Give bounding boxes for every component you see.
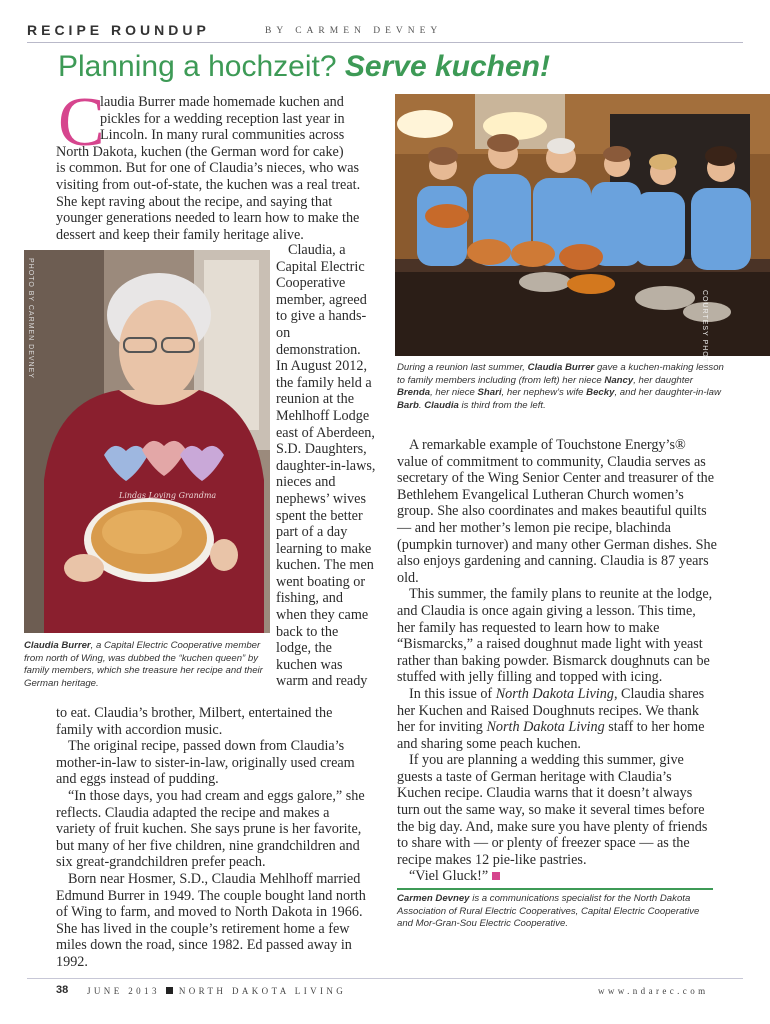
caption-text: During a reunion last summer, bbox=[397, 362, 528, 373]
caption-text: , her niece bbox=[430, 387, 478, 398]
portrait-photo bbox=[24, 250, 270, 633]
header bbox=[27, 22, 743, 43]
caption-text: , a Capital Electric Cooperative member from north of Wing, was dubbed the “kuchen queen” by family members, which she treasure her recipe and their German heritage. bbox=[24, 640, 263, 689]
body-paragraph: A remarkable example of Touchstone Energy’s® value of commitment to community, Claudia serves as secretary of the Wing Senior Center and treasurer of the Bethlehem Evangelical Lutheran Church women’s group. She also coordinates and makes beautiful quilts — and her mother’s lemon pie recipe, blachinda (pumpkin turnover) and many other German dishes. She also enjoys gardening and canning. Claudia is 87 years old. bbox=[397, 437, 717, 586]
caption-name: Becky bbox=[586, 387, 615, 398]
issue-date: JUNE 2013 bbox=[87, 986, 160, 996]
bio-text: is a communications specialist for the North Dakota Association of Rural Electric Cooperatives, Capital Electric Cooperative and Mor-Gran-Sou Electric Cooperative. bbox=[397, 893, 700, 929]
body-paragraph: If you are planning a wedding this summer, give guests a taste of German heritage with Claudia’s Kuchen recipe. Claudia warns that it doesn’t always turn out the same way, so make it several times before the big day. And, make sure you have plenty of friends to share with — or plenty of freezer space — as the recipe makes 12 pie-like pastries. bbox=[397, 752, 708, 868]
photo-credit-portrait: PHOTO BY CARMEN DEVNEY bbox=[27, 258, 34, 379]
sweatshirt-lettering: Lindas Loving Grandma bbox=[119, 491, 217, 500]
bio-divider bbox=[397, 888, 713, 890]
inline-title: North Dakota Living bbox=[486, 719, 605, 736]
caption-name: Claudia Burrer bbox=[24, 640, 91, 651]
portrait-illustration bbox=[24, 250, 270, 633]
photo-credit-group: COURTESY PHOTO bbox=[701, 290, 708, 370]
intro-line: is common. But for one of Claudia’s nieces, who was bbox=[56, 160, 360, 177]
bio-name: Carmen Devney bbox=[397, 893, 470, 904]
headline-bold: Serve kuchen! bbox=[344, 50, 550, 83]
caption-name: Claudia Burrer bbox=[527, 362, 595, 373]
caption-name: Shari bbox=[477, 387, 502, 398]
inline-title: North Dakota Living bbox=[495, 685, 614, 702]
headline bbox=[58, 50, 550, 84]
caption-name: Nancy bbox=[604, 374, 634, 386]
drop-cap: C bbox=[58, 84, 105, 161]
body-paragraph: The original recipe, passed down from Claudia’s mother-in-law to sister-in-law, originally used cream and eggs instead of pudding. bbox=[56, 738, 355, 788]
group-caption bbox=[397, 362, 727, 412]
intro-line: She kept raving about the recipe, and saying that bbox=[56, 193, 333, 210]
page-number: 38 bbox=[56, 984, 69, 996]
narrow-paragraph bbox=[276, 242, 376, 690]
caption-name: Barb bbox=[397, 399, 419, 411]
footer-issue bbox=[87, 986, 346, 996]
intro-line: dessert and keep their family heritage alive. bbox=[56, 226, 304, 243]
body-paragraph bbox=[397, 868, 717, 885]
body-paragraph bbox=[397, 686, 717, 752]
body-paragraph: Born near Hosmer, S.D., Claudia Mehlhoff married Edmund Burrer in 1949. The couple bought land north of Wing to farm, and moved to North Dakota in 1966. She has lived in the couple’s retirement home a few miles down the road, since 1982. Ed passed away in 1992. bbox=[56, 870, 366, 970]
footer-divider bbox=[27, 978, 743, 979]
inline-text: staff to her home and sharing some peach kuchen. bbox=[397, 719, 705, 752]
closing-quote: “Viel Gluck!” bbox=[409, 868, 489, 885]
caption-text: , her daughter bbox=[633, 374, 693, 386]
caption-text: , and her daughter-in-law bbox=[614, 387, 721, 398]
inline-text: , Claudia shares her Kuchen and Raised Doughnuts recipes. We thank her for inviting bbox=[397, 685, 705, 736]
caption-name: Brenda bbox=[397, 387, 431, 398]
author-bio bbox=[397, 893, 717, 931]
caption-text: is third from the left. bbox=[458, 399, 546, 411]
headline-light: Planning a hochzeit? bbox=[58, 50, 337, 83]
inline-text: In this issue of bbox=[409, 685, 496, 702]
narrow-text: Claudia, a Capital Electric Cooperative member, agreed to give a hands-on demonstration. In August 2012, the family held a reunion at the Mehlhoff Lodge east of Aberdeen, S.D. Daughters, daughter-in-laws, nieces and nephews’ wives spent the better part of a day learning to make kuchen. The men went boating or fishing, and when they came back to the lodge, the kuchen was warm and ready bbox=[276, 242, 376, 690]
group-illustration bbox=[395, 94, 770, 356]
portrait-caption bbox=[24, 640, 274, 690]
byline: BY CARMEN DEVNEY bbox=[265, 26, 443, 36]
intro-line: visiting from out-of-state, the kuchen was a real treat. bbox=[56, 176, 361, 193]
publication-name: NORTH DAKOTA LIVING bbox=[178, 986, 347, 996]
caption-text: . bbox=[418, 399, 425, 411]
group-photo bbox=[395, 94, 770, 356]
footer-website[interactable]: www.ndarec.com bbox=[598, 986, 709, 996]
intro-paragraph bbox=[56, 94, 372, 243]
column-2-body bbox=[397, 437, 717, 885]
intro-line: laudia Burrer made homemade kuchen and bbox=[100, 94, 344, 110]
intro-line: North Dakota, kuchen (the German word for cake) bbox=[56, 143, 344, 160]
column-1-body bbox=[56, 705, 372, 971]
intro-line: younger generations needed to learn how to make the bbox=[56, 210, 360, 227]
intro-line: pickles for a wedding reception last year in bbox=[100, 110, 345, 127]
caption-name: Claudia bbox=[424, 399, 459, 411]
separator-square-icon bbox=[166, 987, 173, 994]
end-mark-icon bbox=[492, 872, 500, 880]
caption-text: , her nephew’s wife bbox=[501, 387, 587, 398]
section-kicker: RECIPE ROUNDUP bbox=[27, 22, 210, 38]
intro-line: Lincoln. In many rural communities across bbox=[100, 127, 345, 144]
caption-text: gave a kuchen-making lesson to family members including (from left) her niece bbox=[397, 362, 724, 386]
body-paragraph: “In those days, you had cream and eggs galore,” she reflects. Claudia adapted the recipe and makes a variety of fruit kuchen. She says prune is her favorite, but many of her five children, nine grandchildren and six great-grandchildren prefer peach. bbox=[56, 787, 365, 871]
body-paragraph: to eat. Claudia’s brother, Milbert, entertained the family with accordion music. bbox=[56, 705, 333, 738]
body-paragraph: This summer, the family plans to reunite at the lodge, and Claudia is once again giving a lesson. This time, her family has requested to learn how to make “Bismarcks,” a raised doughnut made light with yeast rather than baking powder. Bismarck doughnuts can be stuffed with jelly filling and topped with icing. bbox=[397, 586, 713, 686]
